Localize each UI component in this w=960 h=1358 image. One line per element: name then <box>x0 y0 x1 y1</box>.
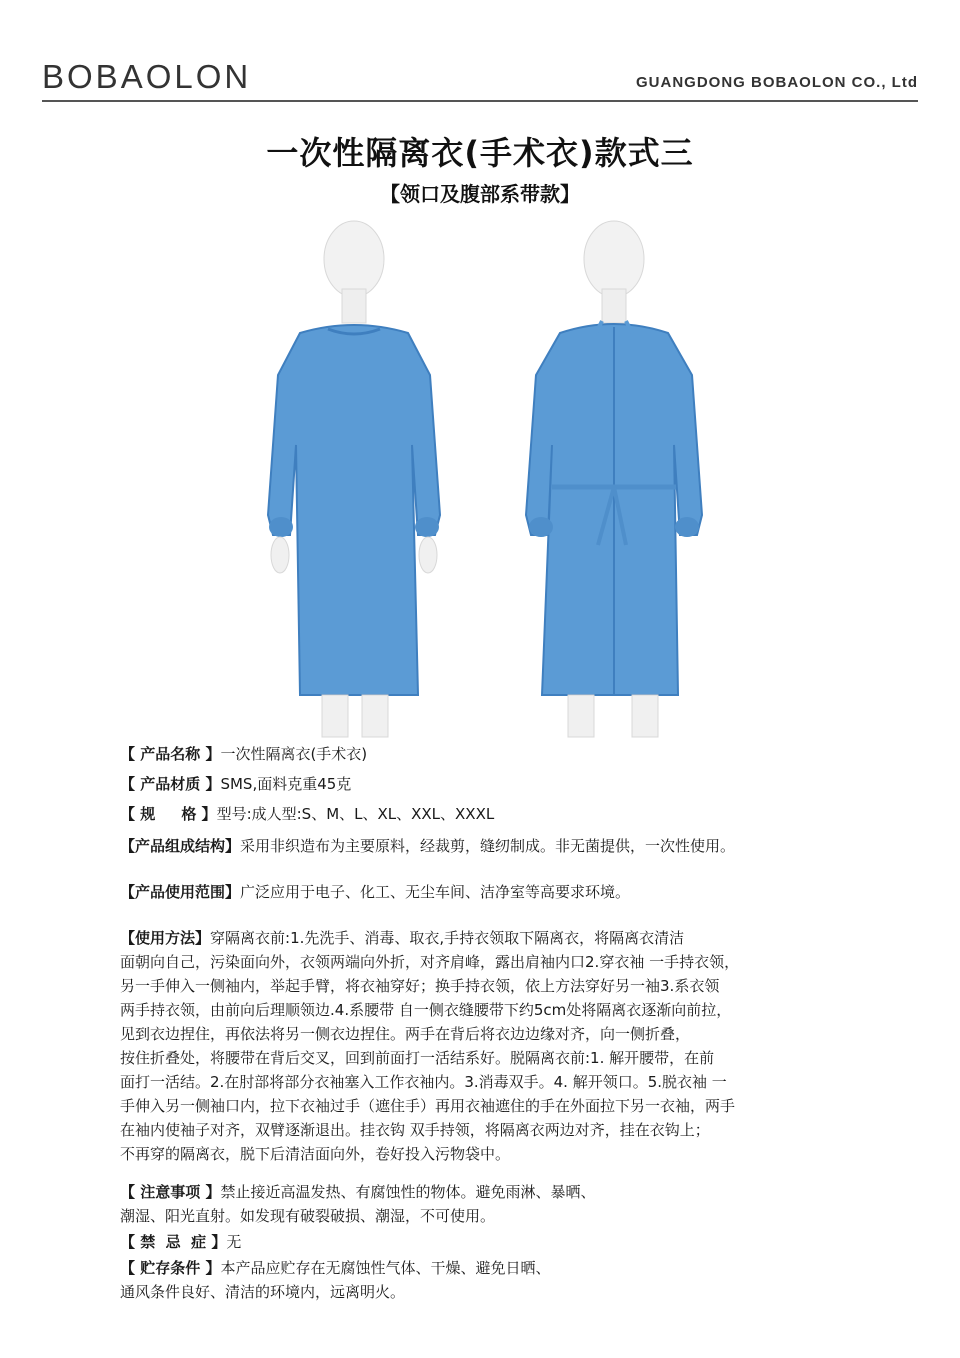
header-divider <box>42 100 918 102</box>
spec-label: 【产品组成结构】 <box>120 837 241 855</box>
spec-label: 【 产品材质 】 <box>120 775 221 793</box>
page-title: 一次性隔离衣(手术衣)款式三 <box>266 134 694 172</box>
spec-row-usage <box>120 926 860 1166</box>
usage-line: 在袖内使袖子对齐，双臂逐渐退出。挂衣钩 双手持领，将隔离衣两边对齐，挂在衣钩上； <box>120 1121 710 1139</box>
usage-line: 另一手伸入一侧袖内，举起手臂，将衣袖穿好；换手持衣领，依上方法穿好另一袖3.系衣领 <box>120 977 720 995</box>
spec-value: 广泛应用于电子、化工、无尘车间、洁净室等高要求环境。 <box>240 883 631 901</box>
spec-value: SMS,面料克重45克 <box>220 775 352 793</box>
spec-label: 【 规 格 】 <box>120 805 217 823</box>
company-name: GUANGDONG BOBAOLON CO., Ltd <box>636 74 918 91</box>
usage-line: 【使用方法】穿隔离衣前:1.先洗手、消毒、取衣,手持衣领取下隔离衣，将隔离衣清洁 <box>120 929 685 947</box>
front-view-figure <box>268 221 440 737</box>
usage-line: 见到衣边捏住，再依法将另一侧衣边捏住。两手在背后将衣边边缘对齐，向一侧折叠， <box>120 1025 691 1043</box>
brand-logo: BOBAOLON <box>42 58 252 95</box>
spec-value: 型号:成人型:S、M、L、XL、XXL、XXXL <box>216 805 495 823</box>
spec-label: 【 产品名称 】 <box>120 745 221 763</box>
spec-row-contraindication <box>120 1230 860 1254</box>
spec-value: 采用非织造布为主要原料，经裁剪，缝纫制成。非无菌提供，一次性使用。 <box>240 837 736 855</box>
page-subtitle: 【领口及腹部系带款】 <box>380 182 580 206</box>
spec-label: 【使用方法】 <box>120 929 211 947</box>
usage-line: 面打一活结。2.在肘部将部分衣袖塞入工作衣袖内。3.消毒双手。4. 解开领口。5.脱衣袖 一 <box>120 1073 727 1091</box>
spec-value: 一次性隔离衣(手术衣) <box>220 745 368 763</box>
usage-line: 不再穿的隔离衣，脱下后清洁面向外，卷好投入污物袋中。 <box>120 1145 511 1163</box>
spec-label: 【 贮存条件 】 <box>120 1259 221 1277</box>
usage-line: 按住折叠处，将腰带在背后交叉，回到前面打一活结系好。脱隔离衣前:1. 解开腰带，在前 <box>120 1049 715 1067</box>
spec-value: 无 <box>226 1233 242 1251</box>
spec-row-size <box>120 802 860 826</box>
spec-row-notes: 【 注意事项 】禁止接近高温发热、有腐蚀性的物体。避免雨淋、暴晒、 潮湿、阳光直射。如发现有破裂破损、潮湿，不可使用。 <box>120 1180 860 1228</box>
spec-row-storage: 【 贮存条件 】本产品应贮存在无腐蚀性气体、干燥、避免日晒、 通风条件良好、清洁的环境内，远离明火。 <box>120 1256 860 1304</box>
spec-label: 【 禁 忌 症 】 <box>120 1233 227 1251</box>
usage-line: 两手持衣领，由前向后理顺领边.4.系腰带 自一侧衣缝腰带下约5cm处将隔离衣逐渐向前拉， <box>120 1001 732 1019</box>
spec-row-structure <box>120 834 860 858</box>
usage-line: 手伸入另一侧袖口内，拉下衣袖过手（遮住手）再用衣袖遮住的手在外面拉下另一衣袖，两手 <box>120 1097 736 1115</box>
back-view-figure <box>526 221 702 737</box>
spec-row-name <box>120 742 860 766</box>
usage-line: 面朝向自己，污染面向外，衣领两端向外折，对齐肩峰，露出肩袖内口2.穿衣袖 一手持衣领， <box>120 953 740 971</box>
spec-label: 【产品使用范围】 <box>120 883 241 901</box>
spec-row-scope <box>120 880 860 904</box>
product-photos <box>230 215 730 740</box>
storage-line: 通风条件良好、清洁的环境内，远离明火。 <box>120 1283 406 1301</box>
notes-line: 潮湿、阳光直射。如发现有破裂破损、潮湿，不可使用。 <box>120 1207 496 1225</box>
spec-row-material <box>120 772 860 796</box>
page-header <box>0 0 960 110</box>
gown-illustration <box>230 215 730 740</box>
spec-label: 【 注意事项 】 <box>120 1183 221 1201</box>
